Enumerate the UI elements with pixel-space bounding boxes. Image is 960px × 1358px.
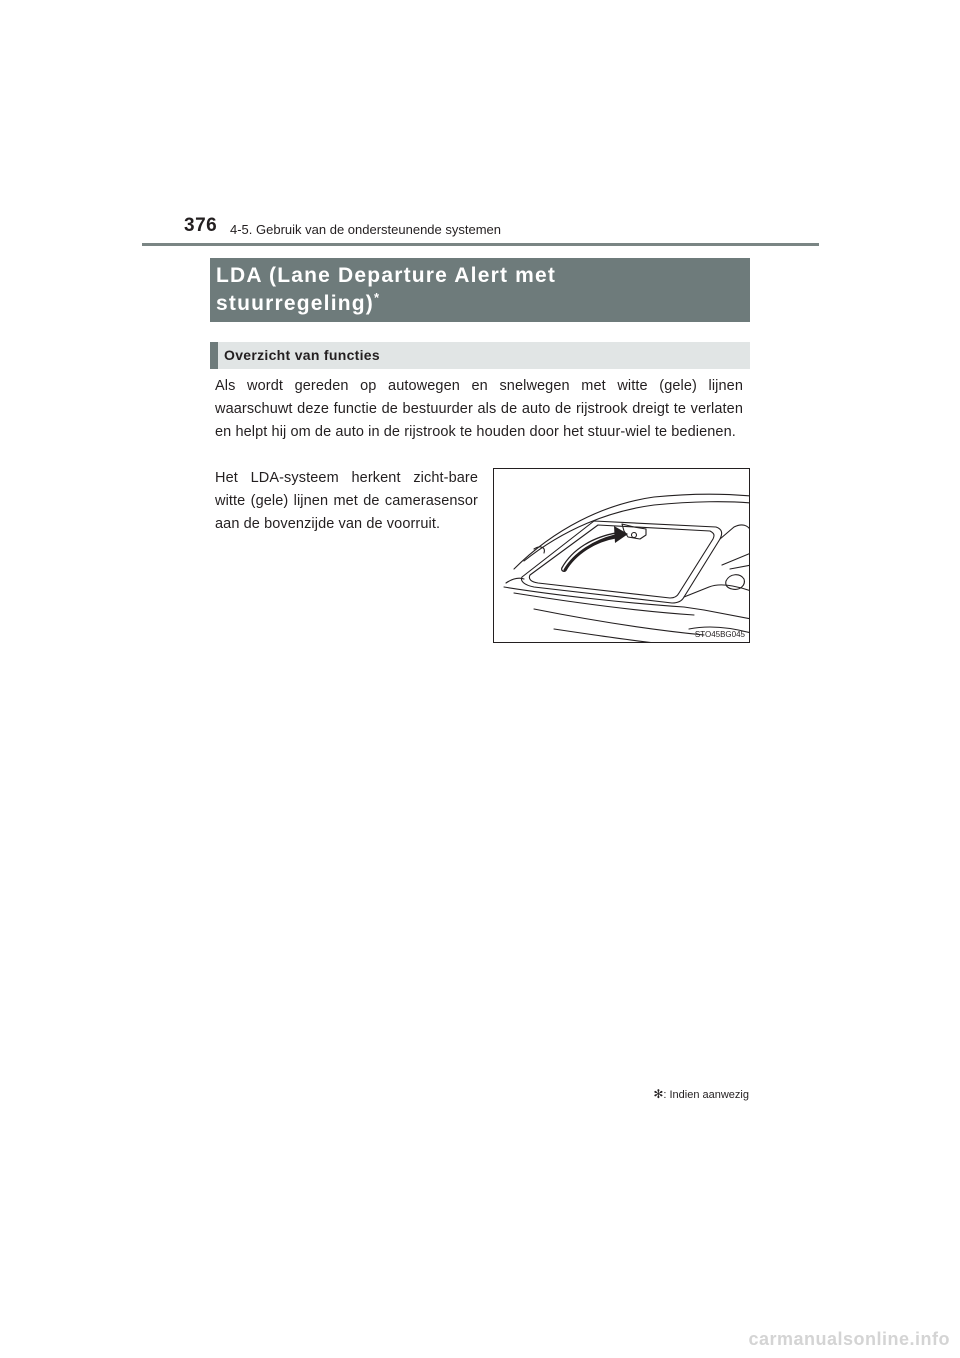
body-paragraph-1: Als wordt gereden op autowegen en snelwegen met witte (gele) lijnen waarschuwt deze functie de bestuurder als de auto de rijstrook dreigt te verlaten en helpt hij om de auto in de rijstrook te houden door het stuur-wiel te bedienen. — [215, 378, 743, 440]
figure-code: STO45BG045 — [694, 630, 745, 639]
title-line-2: stuurregeling) — [216, 292, 374, 315]
car-windshield-illustration — [494, 469, 750, 643]
footnote — [653, 1087, 749, 1101]
watermark: carmanualsonline.info — [748, 1329, 950, 1349]
subheading-accent — [210, 342, 218, 369]
figure-illustration — [493, 468, 750, 643]
footnote-text: : Indien aanwezig — [663, 1089, 749, 1101]
section-title — [210, 258, 750, 322]
body-paragraph-2: Het LDA-systeem herkent zicht-bare witte (gele) lijnen met de camerasensor aan de bovenzijde van de voorruit. — [215, 470, 478, 532]
subheading-bar — [210, 342, 750, 369]
section-path: 4-5. Gebruik van de ondersteunende systemen — [230, 222, 502, 237]
title-asterisk: * — [373, 290, 381, 305]
arrow-icon — [564, 526, 628, 570]
header-rule — [142, 243, 819, 246]
subheading-text: Overzicht van functies — [224, 347, 380, 363]
page-number: 376 — [184, 215, 218, 236]
asterisk-icon: ✻ — [653, 1087, 664, 1101]
title-line-1: LDA (Lane Departure Alert met — [216, 264, 557, 287]
